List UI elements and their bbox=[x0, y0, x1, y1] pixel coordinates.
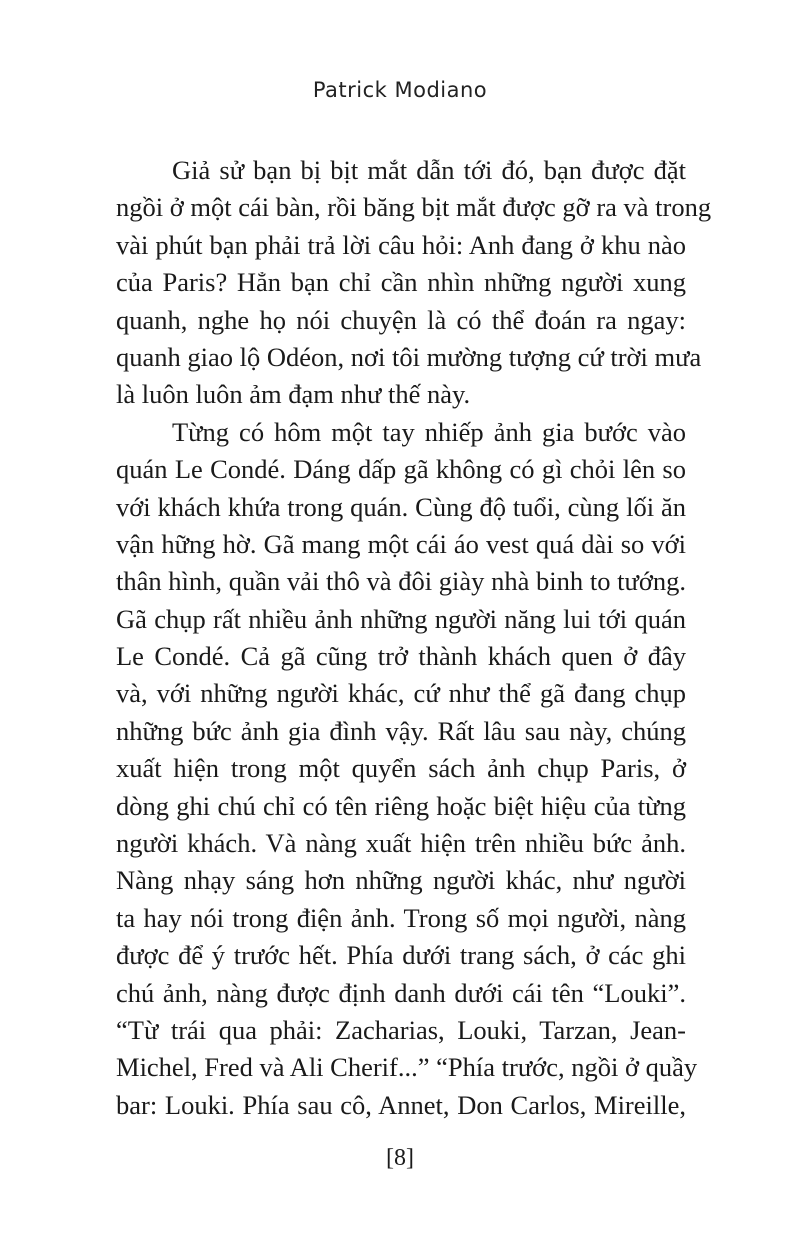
text-line: Le Condé. Cả gã cũng trở thành khách quen ở đây bbox=[116, 641, 686, 672]
text-line: Gã chụp rất nhiều ảnh những người năng lui tới quán bbox=[116, 603, 686, 634]
text-line: quanh, nghe họ nói chuyện là có thể đoán ra ngay: bbox=[116, 304, 686, 335]
text-line: những bức ảnh gia đình vậy. Rất lâu sau này, chúng bbox=[116, 715, 686, 746]
text-line: là luôn luôn ảm đạm như thế này. bbox=[116, 379, 471, 410]
text-line: được để ý trước hết. Phía dưới trang sách, ở các ghi bbox=[116, 940, 686, 971]
paragraph-1 bbox=[116, 152, 712, 414]
text-line: vài phút bạn phải trả lời câu hỏi: Anh đang ở khu nào bbox=[116, 229, 686, 260]
text-line: Michel, Fred và Ali Cherif...” “Phía trước, ngồi ở quầy bbox=[116, 1052, 698, 1083]
running-header-author: Patrick Modiano bbox=[312, 78, 488, 102]
text-line: người khách. Và nàng xuất hiện trên nhiều bức ảnh. bbox=[116, 828, 686, 859]
text-line: chú ảnh, nàng được định danh dưới cái tên “Louki”. bbox=[116, 977, 686, 1008]
text-line: vận hững hờ. Gã mang một cái áo vest quá dài so với bbox=[116, 528, 686, 559]
text-line: xuất hiện trong một quyển sách ảnh chụp Paris, ở bbox=[116, 753, 686, 784]
text-line: dòng ghi chú chỉ có tên riêng hoặc biệt hiệu của từng bbox=[116, 790, 686, 821]
text-line: ngồi ở một cái bàn, rồi băng bịt mắt được gỡ ra và trong bbox=[116, 192, 712, 223]
text-line: với khách khứa trong quán. Cùng độ tuổi, cùng lối ăn bbox=[116, 491, 686, 522]
page-body bbox=[116, 152, 712, 1124]
text-line: bar: Louki. Phía sau cô, Annet, Don Carlos, Mireille, bbox=[116, 1089, 686, 1120]
paragraph-2 bbox=[116, 414, 698, 1124]
page-number: [8] bbox=[386, 1145, 414, 1171]
text-line: quán Le Condé. Dáng dấp gã không có gì chỏi lên so bbox=[116, 454, 686, 485]
text-line: và, với những người khác, cứ như thể gã đang chụp bbox=[116, 678, 686, 709]
text-line: thân hình, quần vải thô và đôi giày nhà binh to tướng. bbox=[116, 566, 686, 597]
text-line: Từng có hôm một tay nhiếp ảnh gia bước vào bbox=[172, 416, 686, 447]
text-line: “Từ trái qua phải: Zacharias, Louki, Tarzan, Jean- bbox=[116, 1014, 686, 1045]
text-line: quanh giao lộ Odéon, nơi tôi mường tượng cứ trời mưa bbox=[116, 341, 702, 372]
text-line: ta hay nói trong điện ảnh. Trong số mọi người, nàng bbox=[116, 902, 686, 933]
text-line: Giả sử bạn bị bịt mắt dẫn tới đó, bạn được đặt bbox=[172, 155, 686, 185]
text-line: của Paris? Hẳn bạn chỉ cần nhìn những người xung bbox=[116, 267, 686, 298]
text-line: Nàng nhạy sáng hơn những người khác, như người bbox=[116, 865, 686, 896]
